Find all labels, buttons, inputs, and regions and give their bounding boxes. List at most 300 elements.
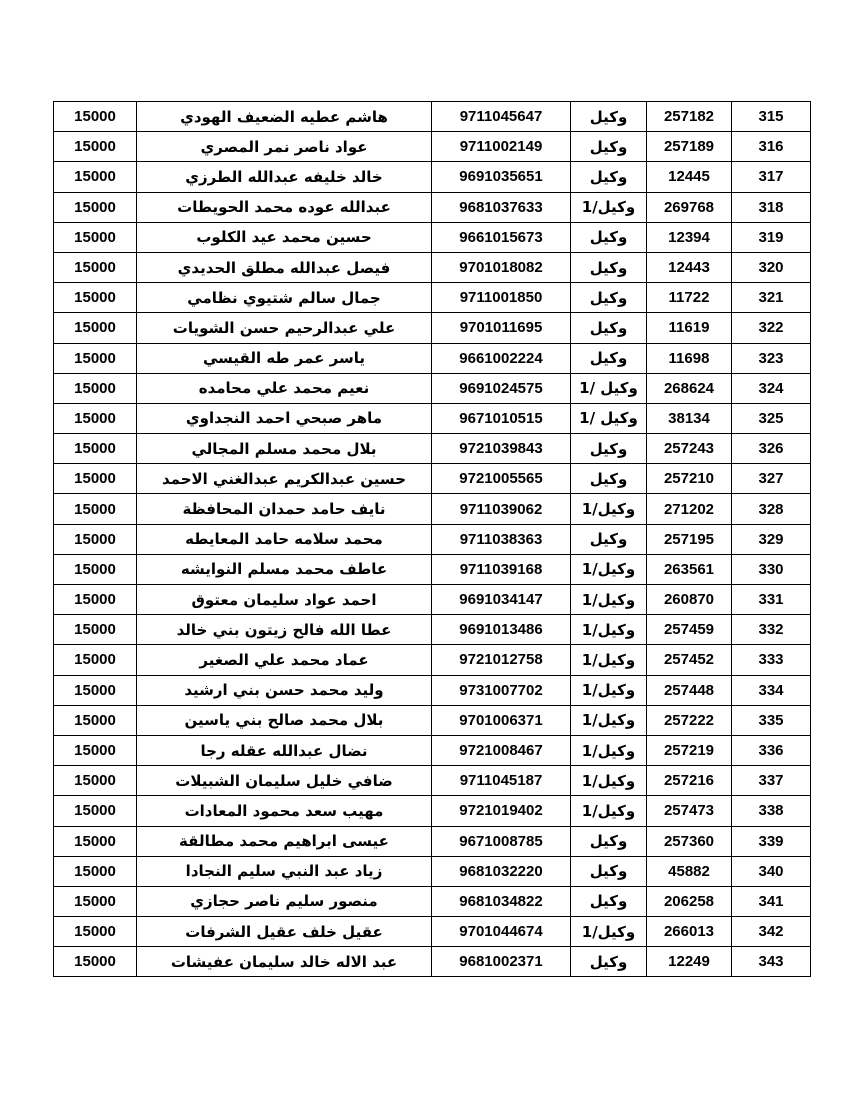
military-number-cell-text: 206258 <box>663 892 715 910</box>
military-number-cell <box>647 343 732 373</box>
amount-cell <box>54 796 137 826</box>
rank-cell <box>571 252 647 282</box>
amount-cell-text: 15000 <box>74 560 116 578</box>
military-number-cell <box>647 313 732 343</box>
rank-cell-text: وكيل <box>589 952 628 971</box>
name-cell <box>137 554 432 584</box>
name-cell <box>137 252 432 282</box>
table-row <box>54 283 811 313</box>
military-number-cell-text: 38134 <box>668 409 710 427</box>
amount-cell <box>54 947 137 977</box>
national-id-cell-text: 9701011695 <box>459 319 543 337</box>
rank-cell-text: وكيل <box>589 530 628 549</box>
military-number-cell <box>647 947 732 977</box>
amount-cell <box>54 917 137 947</box>
sequence-number-cell-text: 336 <box>758 742 784 760</box>
name-cell-text: عاطف محمد مسلم النوايشه <box>180 560 388 579</box>
sequence-number-cell-text: 335 <box>758 711 784 729</box>
national-id-cell <box>432 947 571 977</box>
name-cell-text: عيسى ابراهيم محمد مطالقة <box>179 832 389 851</box>
military-number-cell <box>647 434 732 464</box>
national-id-cell-text: 9711045187 <box>459 772 543 790</box>
rank-cell <box>571 554 647 584</box>
military-number-cell-text: 45882 <box>668 862 710 880</box>
sequence-number-cell-text: 320 <box>758 259 784 277</box>
name-cell-text: منصور سليم ناصر حجازي <box>190 892 378 911</box>
sequence-number-cell <box>732 494 811 524</box>
military-number-cell <box>647 373 732 403</box>
sequence-number-cell <box>732 132 811 162</box>
name-cell <box>137 524 432 554</box>
national-id-cell <box>432 464 571 494</box>
sequence-number-cell <box>732 313 811 343</box>
rank-cell-text: وكيل <box>589 892 628 911</box>
sequence-number-cell <box>732 162 811 192</box>
rank-cell-text: وكيل/1 <box>581 801 636 820</box>
sequence-number-cell-text: 327 <box>758 470 784 488</box>
rank-cell <box>571 917 647 947</box>
table-row <box>54 917 811 947</box>
table-row <box>54 947 811 977</box>
name-cell <box>137 826 432 856</box>
rank-cell-text: وكيل <box>589 832 628 851</box>
table-row <box>54 615 811 645</box>
national-id-cell-text: 9691024575 <box>459 379 543 397</box>
national-id-cell-text: 9721012758 <box>459 651 543 669</box>
rank-cell <box>571 283 647 313</box>
military-number-cell-text: 257195 <box>663 530 715 548</box>
amount-cell-text: 15000 <box>74 379 116 397</box>
rank-cell <box>571 826 647 856</box>
rank-cell <box>571 192 647 222</box>
amount-cell <box>54 192 137 222</box>
name-cell-text: هاشم عطيه الضعيف الهودي <box>180 107 388 126</box>
sequence-number-cell-text: 324 <box>758 379 784 397</box>
national-id-cell-text: 9701018082 <box>459 259 543 277</box>
national-id-cell-text: 9711001850 <box>459 289 543 307</box>
national-id-cell-text: 9701044674 <box>459 923 543 941</box>
amount-cell-text: 15000 <box>74 500 116 518</box>
sequence-number-cell-text: 318 <box>758 198 784 216</box>
amount-cell <box>54 705 137 735</box>
name-cell <box>137 403 432 433</box>
amount-cell <box>54 826 137 856</box>
national-id-cell <box>432 615 571 645</box>
rank-cell-text: وكيل <box>589 318 628 337</box>
rank-cell-text: وكيل <box>589 288 628 307</box>
military-number-cell <box>647 222 732 252</box>
sequence-number-cell-text: 340 <box>758 862 784 880</box>
amount-cell-text: 15000 <box>74 862 116 880</box>
rank-cell-text: وكيل <box>589 439 628 458</box>
rank-cell-text: وكيل/1 <box>581 590 636 609</box>
amount-cell <box>54 343 137 373</box>
sequence-number-cell <box>732 283 811 313</box>
military-number-cell <box>647 645 732 675</box>
name-cell <box>137 766 432 796</box>
sequence-number-cell <box>732 464 811 494</box>
table-row <box>54 766 811 796</box>
national-id-cell-text: 9711039168 <box>459 560 543 578</box>
sequence-number-cell-text: 330 <box>758 560 784 578</box>
military-number-cell-text: 11698 <box>668 349 710 367</box>
national-id-cell-text: 9721005565 <box>459 470 543 488</box>
name-cell-text: فيصل عبدالله مطلق الحديدي <box>177 258 391 277</box>
national-id-cell <box>432 554 571 584</box>
sequence-number-cell <box>732 856 811 886</box>
military-number-cell-text: 12443 <box>668 259 710 277</box>
sequence-number-cell <box>732 222 811 252</box>
amount-cell <box>54 886 137 916</box>
rank-cell <box>571 675 647 705</box>
table-row <box>54 826 811 856</box>
national-id-cell <box>432 192 571 222</box>
national-id-cell <box>432 645 571 675</box>
national-id-cell-text: 9721039843 <box>459 440 543 458</box>
amount-cell <box>54 403 137 433</box>
name-cell <box>137 464 432 494</box>
military-number-cell <box>647 917 732 947</box>
military-number-cell <box>647 886 732 916</box>
sequence-number-cell-text: 343 <box>758 953 784 971</box>
amount-cell <box>54 283 137 313</box>
sequence-number-cell <box>732 705 811 735</box>
amount-cell <box>54 373 137 403</box>
national-id-cell-text: 9701006371 <box>459 711 543 729</box>
sequence-number-cell-text: 328 <box>758 500 784 518</box>
amount-cell <box>54 222 137 252</box>
sequence-number-cell <box>732 796 811 826</box>
amount-cell-text: 15000 <box>74 409 116 427</box>
sequence-number-cell-text: 339 <box>758 832 784 850</box>
name-cell-text: عواد ناصر نمر المصري <box>200 137 368 156</box>
name-cell-text: خالد خليفه عبدالله الطرزي <box>185 167 383 186</box>
military-number-cell <box>647 705 732 735</box>
name-cell <box>137 102 432 132</box>
military-number-cell <box>647 162 732 192</box>
name-cell <box>137 615 432 645</box>
military-number-cell <box>647 403 732 433</box>
military-number-cell-text: 266013 <box>663 923 715 941</box>
military-number-cell <box>647 524 732 554</box>
military-number-cell <box>647 735 732 765</box>
national-id-cell <box>432 373 571 403</box>
table-row <box>54 132 811 162</box>
national-id-cell-text: 9681037633 <box>459 198 543 216</box>
table-row <box>54 162 811 192</box>
military-number-cell <box>647 102 732 132</box>
name-cell <box>137 222 432 252</box>
name-cell <box>137 162 432 192</box>
rank-cell-text: وكيل/1 <box>581 771 636 790</box>
amount-cell <box>54 313 137 343</box>
name-cell-text: عطا الله فالح زيتون بني خالد <box>176 620 392 639</box>
military-number-cell <box>647 554 732 584</box>
sequence-number-cell <box>732 403 811 433</box>
amount-cell-text: 15000 <box>74 681 116 699</box>
rank-cell <box>571 403 647 433</box>
sequence-number-cell <box>732 192 811 222</box>
name-cell <box>137 675 432 705</box>
table-row <box>54 102 811 132</box>
national-id-cell <box>432 102 571 132</box>
national-id-cell <box>432 222 571 252</box>
name-cell-text: مهيب سعد محمود المعادات <box>184 801 384 820</box>
table-row <box>54 373 811 403</box>
military-number-cell <box>647 494 732 524</box>
table-row <box>54 524 811 554</box>
amount-cell-text: 15000 <box>74 228 116 246</box>
rank-cell <box>571 373 647 403</box>
name-cell-text: نضال عبدالله عقله رجا <box>200 741 368 760</box>
military-number-cell-text: 257222 <box>663 711 715 729</box>
rank-cell-text: وكيل/1 <box>581 922 636 941</box>
sequence-number-cell-text: 342 <box>758 923 784 941</box>
amount-cell-text: 15000 <box>74 742 116 760</box>
military-number-cell-text: 12445 <box>668 168 710 186</box>
rank-cell <box>571 524 647 554</box>
national-id-cell <box>432 886 571 916</box>
amount-cell <box>54 645 137 675</box>
rank-cell <box>571 947 647 977</box>
national-id-cell-text: 9711002149 <box>459 138 543 156</box>
national-id-cell <box>432 705 571 735</box>
name-cell-text: نايف حامد حمدان المحافظة <box>182 500 386 519</box>
sequence-number-cell-text: 337 <box>758 772 784 790</box>
name-cell <box>137 434 432 464</box>
table-row <box>54 403 811 433</box>
rank-cell <box>571 102 647 132</box>
military-number-cell-text: 260870 <box>663 591 715 609</box>
national-id-cell <box>432 313 571 343</box>
amount-cell-text: 15000 <box>74 591 116 609</box>
military-number-cell <box>647 252 732 282</box>
name-cell <box>137 645 432 675</box>
rank-cell-text: وكيل <box>589 167 628 186</box>
amount-cell-text: 15000 <box>74 349 116 367</box>
military-number-cell-text: 271202 <box>663 500 715 518</box>
rank-cell-text: وكيل/1 <box>581 500 636 519</box>
name-cell-text: نعيم محمد علي محامده <box>198 379 370 398</box>
sequence-number-cell-text: 315 <box>758 108 784 126</box>
rank-cell <box>571 585 647 615</box>
name-cell <box>137 494 432 524</box>
national-id-cell-text: 9671008785 <box>459 832 543 850</box>
rank-cell-text: وكيل/1 <box>581 620 636 639</box>
sequence-number-cell-text: 317 <box>758 168 784 186</box>
name-cell <box>137 585 432 615</box>
rank-cell <box>571 464 647 494</box>
amount-cell-text: 15000 <box>74 923 116 941</box>
military-number-cell-text: 268624 <box>663 379 715 397</box>
amount-cell-text: 15000 <box>74 319 116 337</box>
rank-cell <box>571 705 647 735</box>
military-number-cell <box>647 192 732 222</box>
rank-cell-text: وكيل/1 <box>581 711 636 730</box>
rank-cell <box>571 434 647 464</box>
national-id-cell-text: 9681032220 <box>459 862 543 880</box>
name-cell-text: ياسر عمر طه القيسي <box>202 349 365 368</box>
military-number-cell-text: 11722 <box>668 289 710 307</box>
rank-cell <box>571 735 647 765</box>
name-cell-text: عبد الاله خالد سليمان عفيشات <box>170 952 398 971</box>
amount-cell-text: 15000 <box>74 108 116 126</box>
rank-cell <box>571 494 647 524</box>
military-number-cell-text: 257216 <box>663 772 715 790</box>
military-number-cell-text: 12249 <box>668 953 710 971</box>
name-cell <box>137 283 432 313</box>
national-id-cell <box>432 735 571 765</box>
amount-cell <box>54 102 137 132</box>
rank-cell <box>571 222 647 252</box>
national-id-cell-text: 9671010515 <box>459 409 543 427</box>
sequence-number-cell <box>732 434 811 464</box>
name-cell <box>137 192 432 222</box>
rank-cell <box>571 645 647 675</box>
name-cell <box>137 735 432 765</box>
amount-cell-text: 15000 <box>74 621 116 639</box>
military-number-cell <box>647 615 732 645</box>
national-id-cell <box>432 403 571 433</box>
rank-cell <box>571 162 647 192</box>
military-number-cell-text: 257459 <box>663 621 715 639</box>
amount-cell-text: 15000 <box>74 892 116 910</box>
name-cell-text: احمد عواد سليمان معتوق <box>191 590 377 609</box>
national-id-cell <box>432 766 571 796</box>
rank-cell <box>571 886 647 916</box>
table-row <box>54 313 811 343</box>
amount-cell <box>54 252 137 282</box>
amount-cell <box>54 675 137 705</box>
rank-cell-text: وكيل /1 <box>579 379 638 398</box>
name-cell-text: عماد محمد علي الصغير <box>199 650 369 669</box>
sequence-number-cell-text: 332 <box>758 621 784 639</box>
sequence-number-cell-text: 341 <box>758 892 784 910</box>
rank-cell-text: وكيل /1 <box>579 409 638 428</box>
sequence-number-cell <box>732 373 811 403</box>
national-id-cell-text: 9731007702 <box>459 681 543 699</box>
military-number-cell-text: 257189 <box>663 138 715 156</box>
sequence-number-cell <box>732 343 811 373</box>
rank-cell-text: وكيل/1 <box>581 650 636 669</box>
table-row <box>54 705 811 735</box>
amount-cell <box>54 735 137 765</box>
sequence-number-cell <box>732 645 811 675</box>
sequence-number-cell <box>732 615 811 645</box>
national-id-cell-text: 9691034147 <box>459 591 543 609</box>
amount-cell <box>54 494 137 524</box>
military-number-cell <box>647 675 732 705</box>
amount-cell-text: 15000 <box>74 440 116 458</box>
national-id-cell <box>432 162 571 192</box>
national-id-cell <box>432 826 571 856</box>
amount-cell-text: 15000 <box>74 651 116 669</box>
sequence-number-cell-text: 331 <box>758 591 784 609</box>
amount-cell-text: 15000 <box>74 168 116 186</box>
military-number-cell-text: 257473 <box>663 802 715 820</box>
sequence-number-cell <box>732 766 811 796</box>
name-cell-text: بلال محمد مسلم المجالي <box>191 439 377 458</box>
sequence-number-cell <box>732 554 811 584</box>
amount-cell <box>54 132 137 162</box>
table-row <box>54 735 811 765</box>
amount-cell-text: 15000 <box>74 832 116 850</box>
military-number-cell <box>647 856 732 886</box>
table-row <box>54 222 811 252</box>
table-row <box>54 796 811 826</box>
rank-cell <box>571 615 647 645</box>
rank-cell-text: وكيل/1 <box>581 741 636 760</box>
sequence-number-cell <box>732 675 811 705</box>
rank-cell-text: وكيل <box>589 228 628 247</box>
sequence-number-cell <box>732 917 811 947</box>
amount-cell <box>54 585 137 615</box>
amount-cell-text: 15000 <box>74 530 116 548</box>
table-row <box>54 645 811 675</box>
sequence-number-cell-text: 321 <box>758 289 784 307</box>
table-row <box>54 675 811 705</box>
rank-cell <box>571 766 647 796</box>
rank-cell-text: وكيل <box>589 862 628 881</box>
name-cell <box>137 132 432 162</box>
sequence-number-cell-text: 319 <box>758 228 784 246</box>
national-id-cell-text: 9711038363 <box>459 530 543 548</box>
rank-cell-text: وكيل <box>589 107 628 126</box>
sequence-number-cell-text: 329 <box>758 530 784 548</box>
sequence-number-cell <box>732 585 811 615</box>
table-row <box>54 585 811 615</box>
name-cell-text: محمد سلامه حامد المعايطه <box>185 530 383 549</box>
national-id-cell <box>432 494 571 524</box>
amount-cell-text: 15000 <box>74 259 116 277</box>
amount-cell-text: 15000 <box>74 198 116 216</box>
sequence-number-cell <box>732 826 811 856</box>
military-number-cell <box>647 796 732 826</box>
amount-cell <box>54 524 137 554</box>
national-id-cell <box>432 132 571 162</box>
amount-cell-text: 15000 <box>74 711 116 729</box>
name-cell <box>137 856 432 886</box>
national-id-cell-text: 9721019402 <box>459 802 543 820</box>
table-row <box>54 856 811 886</box>
military-number-cell <box>647 464 732 494</box>
military-number-cell <box>647 826 732 856</box>
military-number-cell-text: 257448 <box>663 681 715 699</box>
sequence-number-cell-text: 326 <box>758 440 784 458</box>
amount-cell-text: 15000 <box>74 138 116 156</box>
military-number-cell-text: 12394 <box>668 228 710 246</box>
name-cell <box>137 373 432 403</box>
national-id-cell <box>432 524 571 554</box>
military-number-cell-text: 269768 <box>663 198 715 216</box>
sequence-number-cell <box>732 252 811 282</box>
name-cell-text: عقيل خلف عقيل الشرفات <box>185 922 383 941</box>
military-number-cell-text: 257219 <box>663 742 715 760</box>
national-id-cell-text: 9691035651 <box>459 168 543 186</box>
national-id-cell <box>432 252 571 282</box>
name-cell <box>137 947 432 977</box>
military-number-cell-text: 257210 <box>663 470 715 488</box>
amount-cell <box>54 766 137 796</box>
sequence-number-cell <box>732 947 811 977</box>
sequence-number-cell-text: 333 <box>758 651 784 669</box>
national-id-cell-text: 9711045647 <box>459 108 543 126</box>
table-row <box>54 494 811 524</box>
amount-cell <box>54 162 137 192</box>
name-cell-text: وليد محمد حسن بني ارشيد <box>184 681 384 700</box>
military-number-cell-text: 263561 <box>663 560 715 578</box>
rank-cell-text: وكيل <box>589 349 628 368</box>
